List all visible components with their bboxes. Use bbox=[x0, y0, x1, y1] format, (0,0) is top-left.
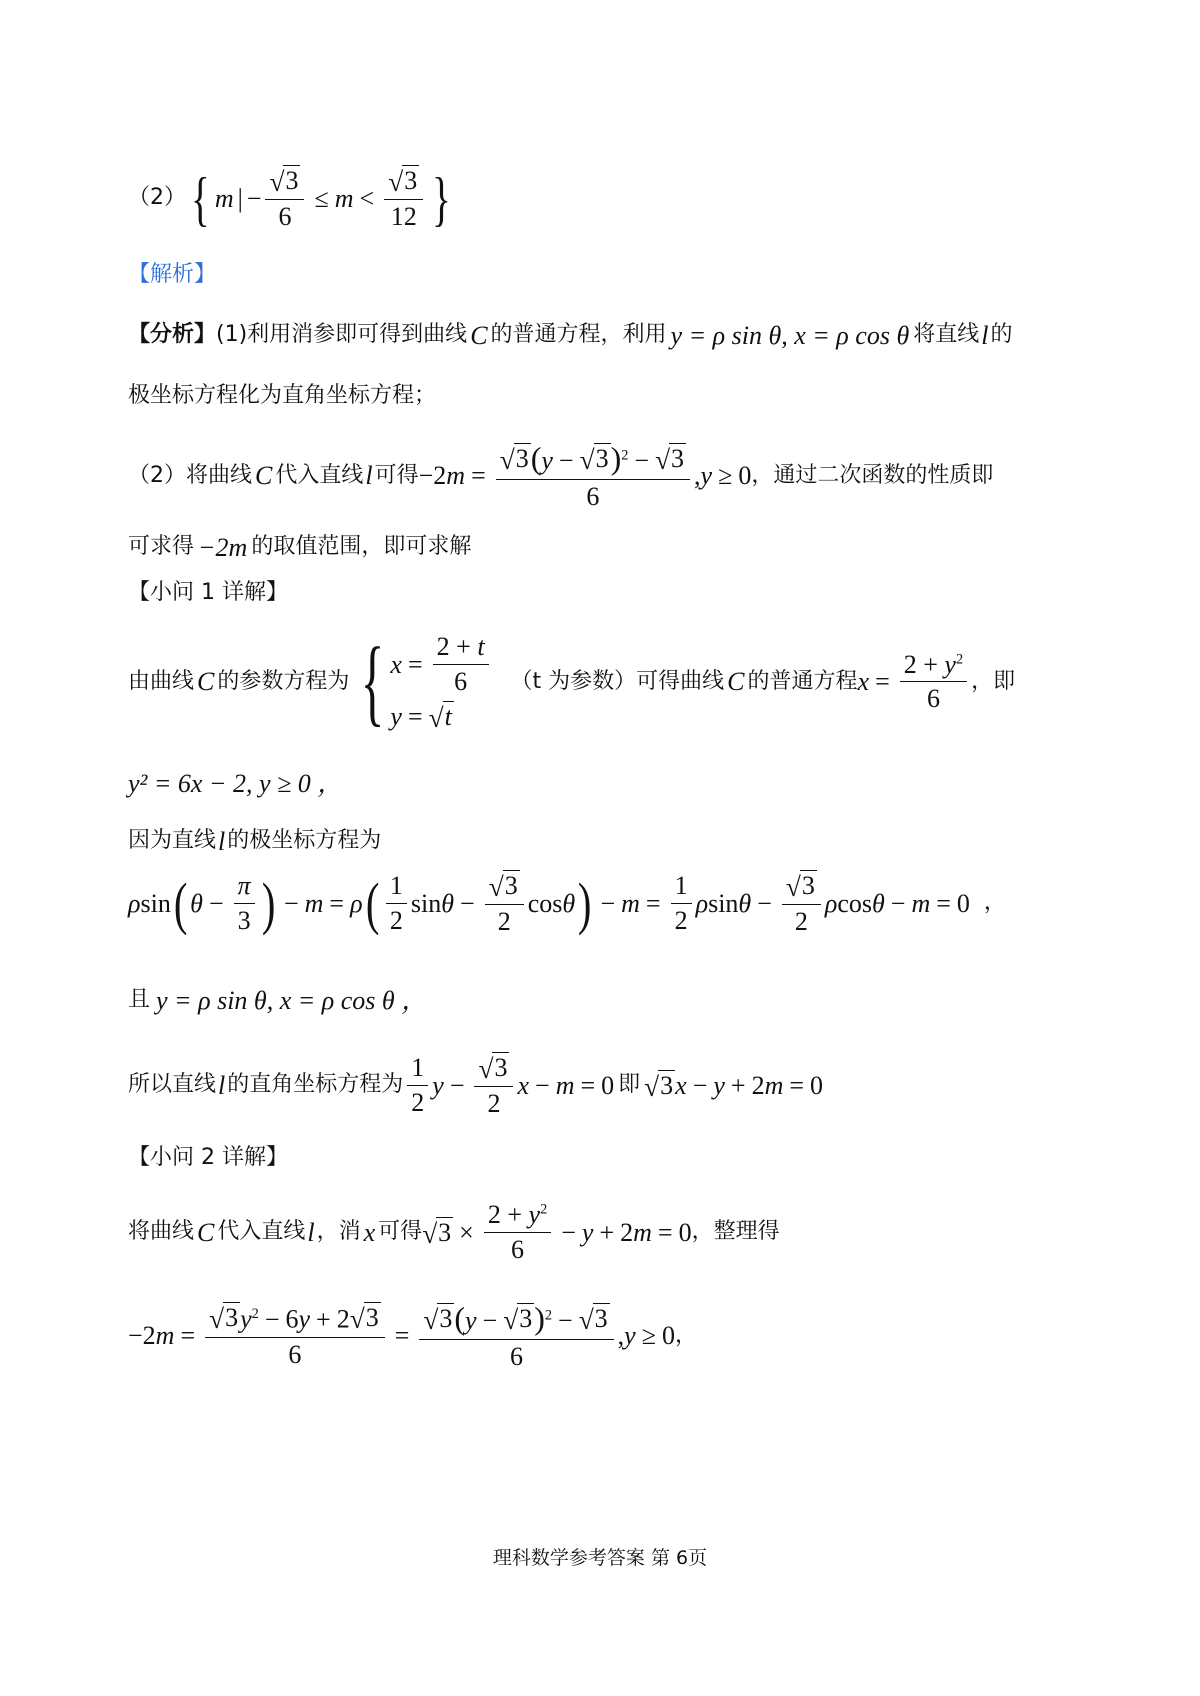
analysis-line-4: 可求得 −2m 的取值范围，即可求解 bbox=[128, 533, 472, 562]
sub1-and-line: 且 y = ρ sin θ, x = ρ cos θ ， bbox=[128, 986, 428, 1015]
sub1-polar-intro: 因为直线 l 的极坐标方程为 bbox=[128, 827, 382, 856]
answer-2-set: { m | − √ 3 6 ≤ m < √ 3 12 } bbox=[191, 165, 451, 232]
sub1-param-line: 由曲线 C 的参数方程为 { x = $\frac{2 + t}{6}$ y = √ t （t 为参数）可得曲线 C 的普通方程 x = $\frac{2 + y^2}{6}$ ，即 bbox=[128, 627, 1016, 736]
sub2-heading: 【小问 2 详解】 bbox=[128, 1145, 288, 1170]
analysis-line-3: （2）将曲线 C 代入直线 l 可得 −2 m = √ 3 (y − √ 3 )$^2$ − √ 3 6 , y ≥ 0 ，通过二次函数的性质即 bbox=[128, 440, 994, 511]
sub1-polar-formula: ρ sin ( θ − $\frac{\pi}{3}$ ) − m = ρ ( $\frac{1}{2}$ sin θ − √ 3 2 cos θ ) − m = $\frac{1}{2}$ ρ sin θ − √ 3 2 ρ cos θ − m = 0 ， bbox=[128, 870, 1006, 937]
sub1-result-line: 所以直线 l 的直角坐标方程为 $\frac{1}{2}$ y − √ 3 2 x − m = 0 即 √ 3 x − y + 2 m = 0 bbox=[128, 1053, 824, 1119]
analysis-line-1: 【分析】 (1)利用消参即可得到曲线 C 的普通方程，利用 y = ρ sin θ, x = ρ cos θ 将直线 l 的 bbox=[128, 321, 1013, 350]
sub1-eq-line: y² = 6x − 2, y ≥ 0 ， bbox=[128, 769, 344, 798]
jiexi-heading: 【解析】 bbox=[128, 262, 217, 287]
page-footer: 理科数学参考答案 第 6页 bbox=[492, 1547, 708, 1569]
analysis-line-2: 极坐标方程化为直角坐标方程； bbox=[128, 383, 437, 408]
sub2-final-formula: −2 m = √ 3 $y^2 - 6y + 2$ √ 3 6 = √ 3 (y − √ 3 )$^2$ − √ 3 6 , y ≥ 0 ， bbox=[128, 1300, 698, 1371]
sub1-heading: 【小问 1 详解】 bbox=[128, 580, 288, 605]
answer-2-label: （2） bbox=[128, 185, 186, 211]
answer-2 bbox=[128, 165, 1120, 232]
sub2-subst-line: 将曲线 C 代入直线 l ，消 x 可得 √ 3 × $\frac{2 + y^2}{6}$ − y + 2 m = 0 ，整理得 bbox=[128, 1200, 780, 1264]
